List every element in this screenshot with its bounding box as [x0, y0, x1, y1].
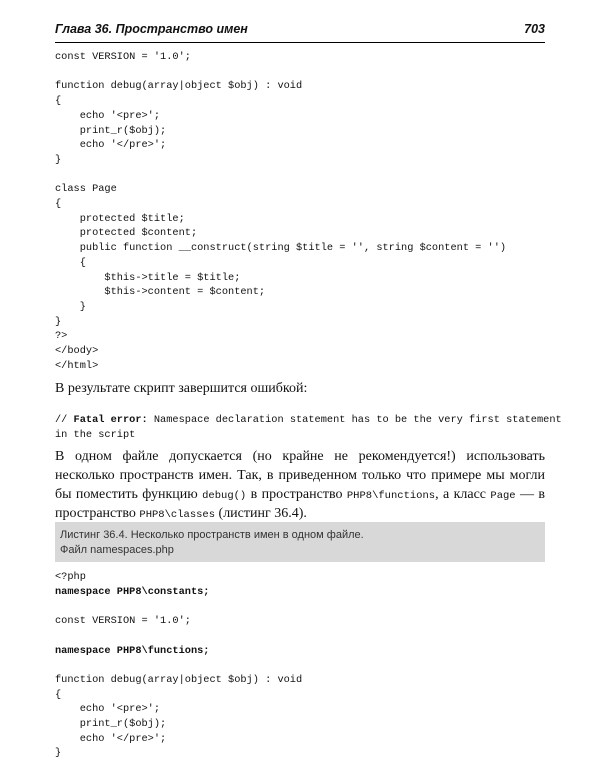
listing-caption [55, 522, 545, 562]
code1-line: protected $title; [55, 212, 185, 225]
para-code-classes-ns: PHP8\classes [139, 509, 216, 522]
code1-line: $this->title = $title; [55, 271, 241, 284]
para-text-3: , а класс [435, 486, 491, 502]
code1-line: } [55, 300, 86, 313]
code1-line: { [55, 256, 86, 269]
code1-line: class Page [55, 183, 117, 196]
code2-line: echo '</pre>'; [55, 732, 167, 745]
body-paragraph [55, 448, 545, 525]
code1-line: echo '<pre>'; [55, 109, 161, 122]
namespace-keyword-1: namespace [55, 585, 111, 598]
page-number: 703 [524, 22, 545, 36]
running-header [55, 20, 545, 43]
namespace-keyword-2: namespace [55, 644, 111, 657]
error-message: Namespace declaration statement has to be the very first statement [147, 414, 562, 426]
namespace-name-1: PHP8\constants; [110, 585, 210, 598]
php-open-tag: <?php [55, 571, 86, 583]
code1-line: const VERSION = '1.0'; [55, 51, 191, 63]
error-output [55, 413, 562, 442]
listing-caption-line2: Файл namespaces.php [60, 544, 174, 556]
const-line: const VERSION = '1.0'; [55, 615, 191, 628]
chapter-title: Глава 36. Пространство имен [55, 22, 248, 36]
code1-line: function debug(array|object $obj) : void [55, 80, 303, 93]
para-text-4: — в пространство [55, 486, 545, 522]
para-code-debug: debug() [202, 489, 247, 502]
code1-line: </html> [55, 359, 99, 372]
listing-caption-line1: Листинг 36.4. Несколько пространств имен в одном файле. [60, 529, 364, 541]
code2-line: echo '<pre>'; [55, 703, 161, 716]
para-code-page: Page [490, 489, 516, 502]
code1-line: $this->content = $content; [55, 286, 266, 299]
code1-line: protected $content; [55, 227, 198, 240]
para-text-1: В одном файле допускается (но крайне не рекомендуется!) использовать несколько пространств имен. Так, в приведенном только что примере мы могли бы поместить функцию [55, 449, 545, 502]
code-block-2 [55, 570, 302, 761]
para-text-5: (листинг 36.4). [215, 506, 307, 522]
error-message-line2: in the script [55, 428, 136, 441]
result-sentence: В результате скрипт завершится ошибкой: [55, 381, 308, 396]
code1-line: { [55, 198, 62, 211]
para-text-2: в пространство [246, 486, 347, 502]
function-lines [55, 674, 302, 760]
code1-line: ?> [55, 330, 68, 343]
code2-line: function debug(array|object $obj) : void [55, 673, 303, 686]
namespace-name-2: PHP8\functions; [110, 644, 210, 657]
para-code-functions-ns: PHP8\functions [346, 489, 436, 502]
error-prefix: // [55, 414, 74, 426]
code1-line: } [55, 315, 62, 328]
code1-line: print_r($obj); [55, 124, 167, 137]
code1-line: } [55, 153, 62, 166]
code1-line: echo '</pre>'; [55, 139, 167, 152]
code1-line: public function __construct(string $title = '', string $content = '') [55, 242, 507, 255]
code2-line: print_r($obj); [55, 718, 167, 731]
code2-line: } [55, 747, 62, 760]
code1-line: </body> [55, 345, 99, 358]
code2-line: { [55, 688, 62, 701]
error-label: Fatal error: [73, 414, 148, 426]
code-block-1 [55, 50, 506, 373]
code1-line: { [55, 95, 62, 108]
